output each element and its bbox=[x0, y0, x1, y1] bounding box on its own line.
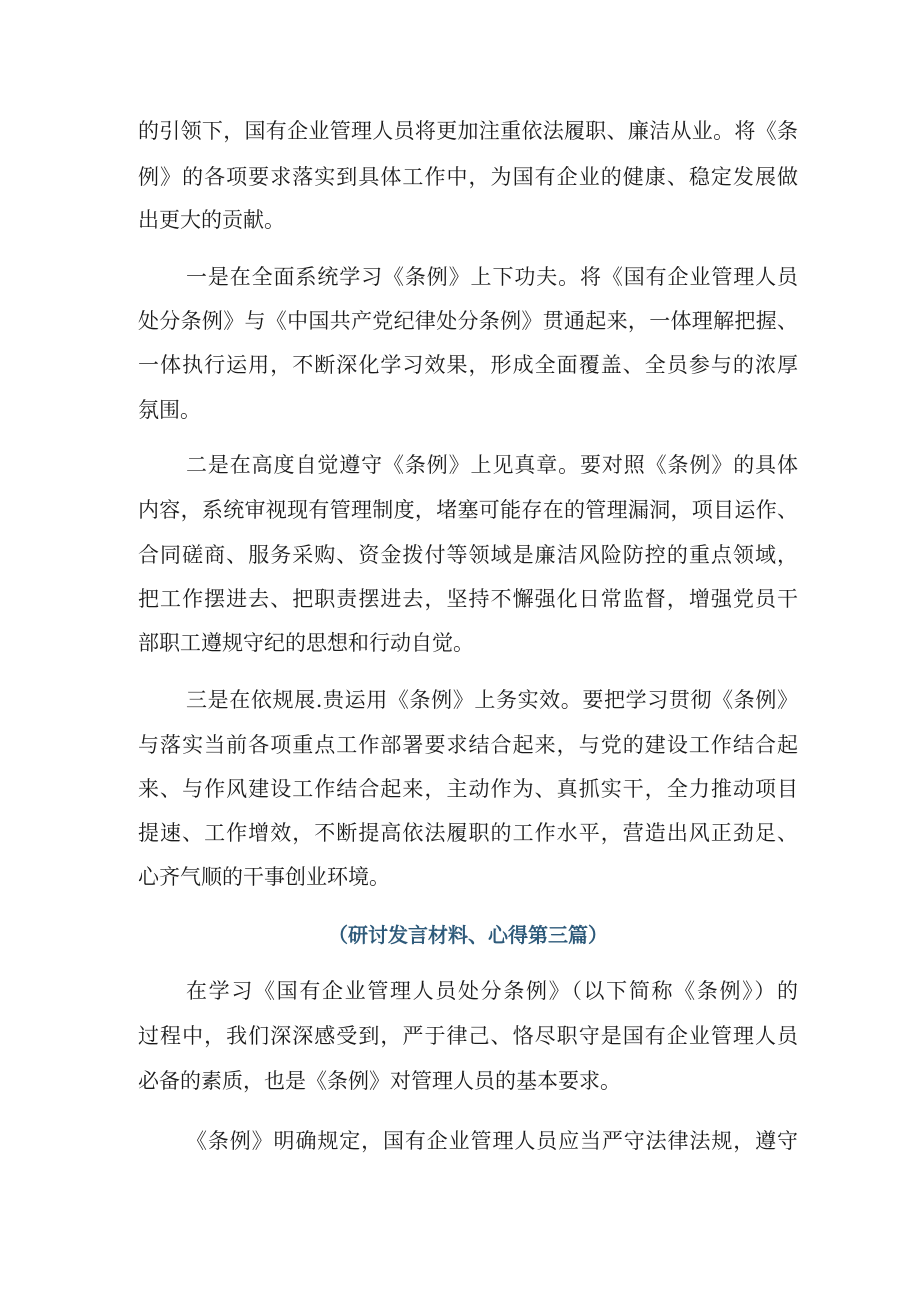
text-line: 必备的素质，也是《条例》对管理人员的基本要求。 bbox=[138, 1069, 621, 1093]
text-line: 心齐气顺的干事创业环境。 bbox=[138, 865, 390, 889]
text-line: 出更大的贡献。 bbox=[138, 208, 285, 232]
text-line: 内容，系统审视现有管理制度，堵塞可能存在的管理漏洞，项目运作、 bbox=[138, 498, 798, 522]
text-line: 把工作摆进去、把职责摆进去，坚持不懈强化日常监督，增强党员干 bbox=[138, 587, 798, 611]
text-line: 例》的各项要求落实到具体工作中，为国有企业的健康、稳定发展做 bbox=[138, 165, 798, 189]
text-line: 的引领下，国有企业管理人员将更加注重依法履职、廉洁从业。将《条 bbox=[138, 119, 798, 143]
text-line: 在学习《国有企业管理人员处分条例》（以下简称《条例》）的 bbox=[186, 979, 798, 1003]
text-line: 部职工遵规守纪的思想和行动自觉。 bbox=[138, 631, 474, 655]
text-line: 来、与作风建设工作结合起来，主动作为、真抓实干，全力推动项目 bbox=[138, 777, 798, 801]
text-line: 氛围。 bbox=[138, 398, 201, 422]
text-line: 一是在全面系统学习《条例》上下功夫。将《国有企业管理人员 bbox=[186, 265, 798, 289]
text-line: 三是在依规展.贵运用《条例》上务实效。要把学习贯彻《条例》 bbox=[186, 688, 798, 712]
text-line: 二是在高度自觉遵守《条例》上见真章。要对照《条例》的具体 bbox=[186, 453, 798, 477]
text-line: 合同磋商、服务采购、资金拨付等领域是廉洁风险防控的重点领域， bbox=[138, 543, 798, 567]
text-line: 一体执行运用，不断深化学习效果，形成全面覆盖、全员参与的浓厚 bbox=[138, 353, 798, 377]
section-heading: （研讨发言材料、心得第三篇） bbox=[328, 923, 608, 947]
text-line: 处分条例》与《中国共产党纪律处分条例》贯通起来，一体理解把握、 bbox=[138, 309, 798, 333]
text-line: 与落实当前各项重点工作部署要求结合起来，与党的建设工作结合起 bbox=[138, 733, 798, 757]
text-line: 《条例》明确规定，国有企业管理人员应当严守法律法规，遵守 bbox=[186, 1129, 798, 1153]
text-line: 提速、工作增效，不断提高依法履职的工作水平，营造出风正劲足、 bbox=[138, 821, 798, 845]
text-line: 过程中，我们深深感受到，严于律己、恪尽职守是国有企业管理人员 bbox=[138, 1024, 798, 1048]
